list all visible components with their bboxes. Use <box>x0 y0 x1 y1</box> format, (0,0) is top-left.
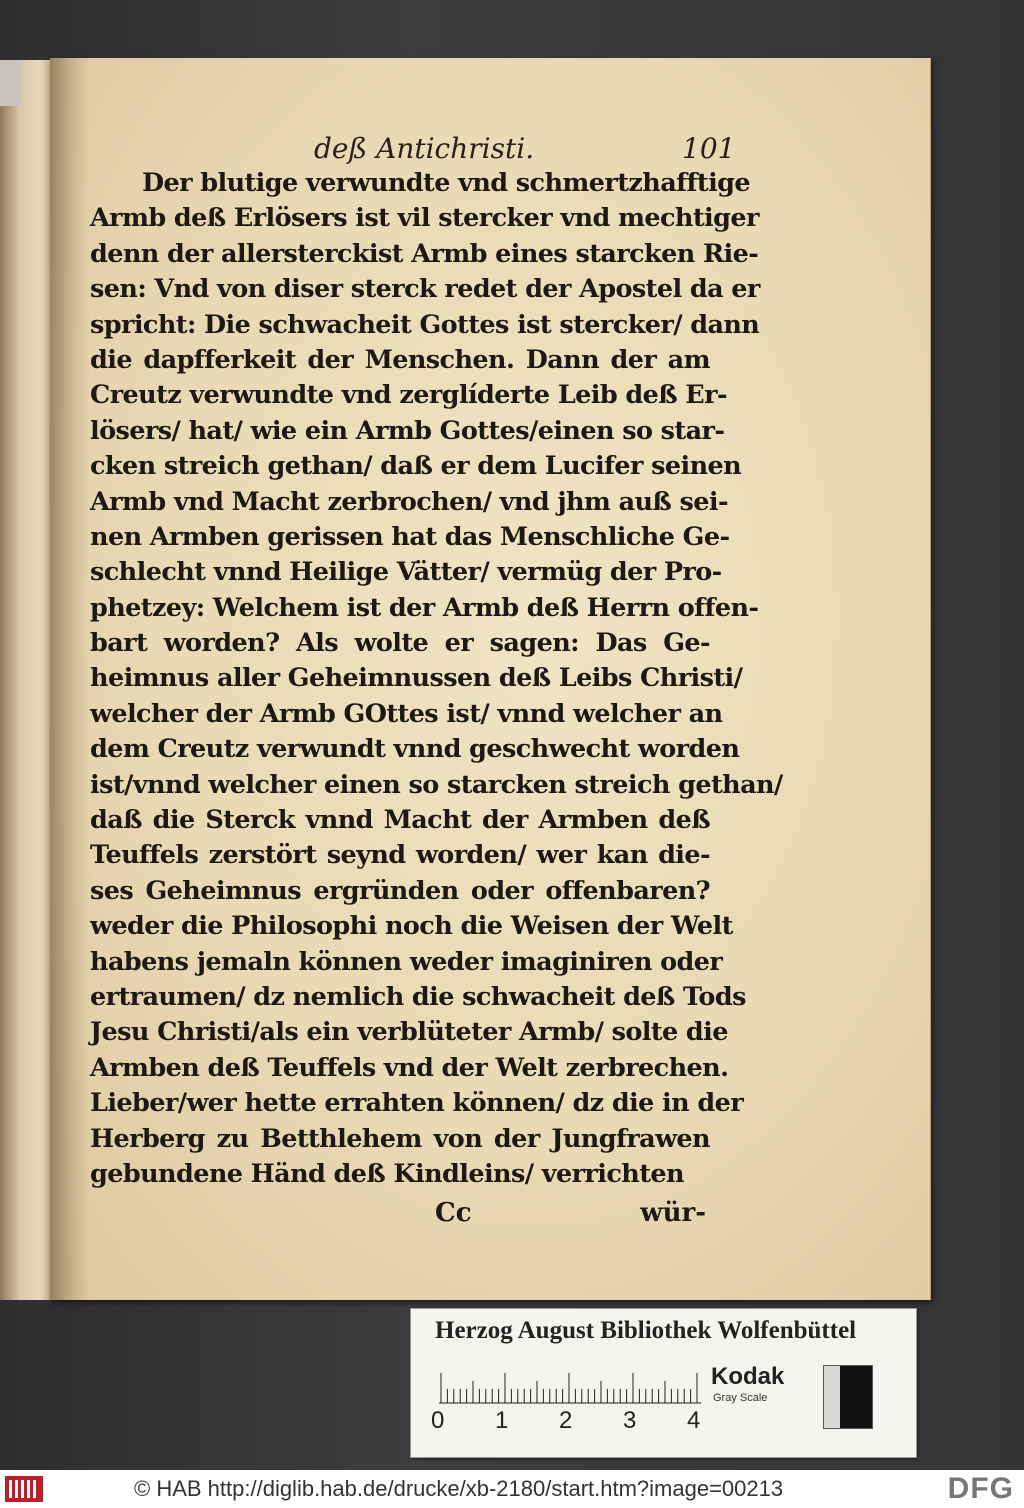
kodak-logo: Kodak <box>711 1363 785 1390</box>
running-head: deß Antichristi. <box>314 132 535 165</box>
ruler-number: 4 <box>687 1407 701 1434</box>
catchword-row <box>90 1198 710 1238</box>
library-name: Herzog August Bibliothek Wolfenbüttel <box>435 1317 857 1344</box>
text-line: Teuffels zerstört seynd worden/ wer kan die- <box>90 840 710 871</box>
text-line: Herberg zu Betthlehem von der Jungfrawen <box>90 1123 710 1154</box>
text-line: nen Armben gerissen hat das Menschliche Ge- <box>90 521 730 552</box>
text-line: ist/vnnd welcher einen so starcken streich gethan/ <box>90 769 783 800</box>
text-line: daß die Sterck vnnd Macht der Armben deß <box>90 805 710 836</box>
text-line: ses Geheimnus ergründen oder offenbaren? <box>90 875 710 906</box>
ruler-number: 3 <box>623 1407 637 1434</box>
gray-scale-chip <box>823 1365 873 1429</box>
text-line: weder die Philosophi noch die Weisen der Welt <box>90 911 733 942</box>
ruler-scale <box>439 1369 701 1405</box>
text-line: lösers/ hat/ wie ein Armb Gottes/einen so star- <box>90 415 725 446</box>
text-block <box>90 166 783 1192</box>
text-line: Jesu Christi/als ein verblüteter Armb/ solte die <box>90 1017 728 1048</box>
text-line: ertraumen/ dz nemlich die schwacheit deß Tods <box>90 981 746 1012</box>
ruler-number: 2 <box>559 1407 573 1434</box>
hab-logo-icon <box>4 1474 44 1504</box>
text-line: welcher der Armb GOttes ist/ vnnd welcher an <box>90 698 723 729</box>
text-line: spricht: Die schwacheit Gottes ist stercker/ dann <box>90 309 760 340</box>
dfg-logo: DFG <box>947 1472 1014 1505</box>
text-line: dem Creutz verwundt vnnd geschwecht worden <box>90 734 740 765</box>
text-line: heimnus aller Geheimnussen deß Leibs Christi/ <box>90 663 743 694</box>
text-line: Armb deß Erlösers ist vil stercker vnd mechtiger <box>90 203 759 234</box>
text-line: bart worden? Als wolte er sagen: Das Ge- <box>90 628 710 659</box>
library-label <box>410 1308 917 1458</box>
text-line: schlecht vnnd Heilige Vätter/ vermüg der Pro- <box>90 557 722 588</box>
text-line: die dapfferkeit der Menschen. Dann der am <box>90 344 710 375</box>
signature-mark: Cc <box>435 1198 472 1228</box>
text-line: Creutz verwundte vnd zerglíderte Leib deß Er- <box>90 380 727 411</box>
catchword: wür- <box>640 1198 706 1228</box>
ruler-number: 1 <box>495 1407 509 1434</box>
copyright-link[interactable]: © HAB http://diglib.hab.de/drucke/xb-2180/start.htm?image=00213 <box>134 1476 784 1501</box>
text-line: habens jemaln können weder imaginiren oder <box>90 946 723 977</box>
text-line: denn der allersterckist Armb eines starcken Rie- <box>90 238 759 269</box>
text-line: Armb vnd Macht zerbrochen/ vnd jhm auß sei- <box>90 486 728 517</box>
page-gutter-shadow <box>50 58 90 1300</box>
text-line: cken streich gethan/ daß er dem Lucifer seinen <box>90 451 742 482</box>
text-line: gebundene Händ deß Kindleins/ verrichten <box>90 1158 684 1189</box>
text-line: Armben deß Teuffels vnd der Welt zerbrechen. <box>90 1052 729 1083</box>
text-line: sen: Vnd von diser sterck redet der Apostel da er <box>90 274 760 305</box>
text-line: Der blutige verwundte vnd schmertzhafftige <box>142 168 751 198</box>
page-corner <box>0 60 22 106</box>
page-number: 101 <box>682 132 736 165</box>
book-page <box>50 58 931 1300</box>
text-line: phetzey: Welchem ist der Armb deß Herrn offen- <box>90 592 759 623</box>
footer-bar <box>0 1470 1024 1508</box>
ruler-number: 0 <box>431 1407 445 1434</box>
text-line: Lieber/wer hette errahten können/ dz die in der <box>90 1088 744 1119</box>
ruler-numbers <box>431 1407 711 1441</box>
gray-scale-caption: Gray Scale <box>713 1392 768 1404</box>
